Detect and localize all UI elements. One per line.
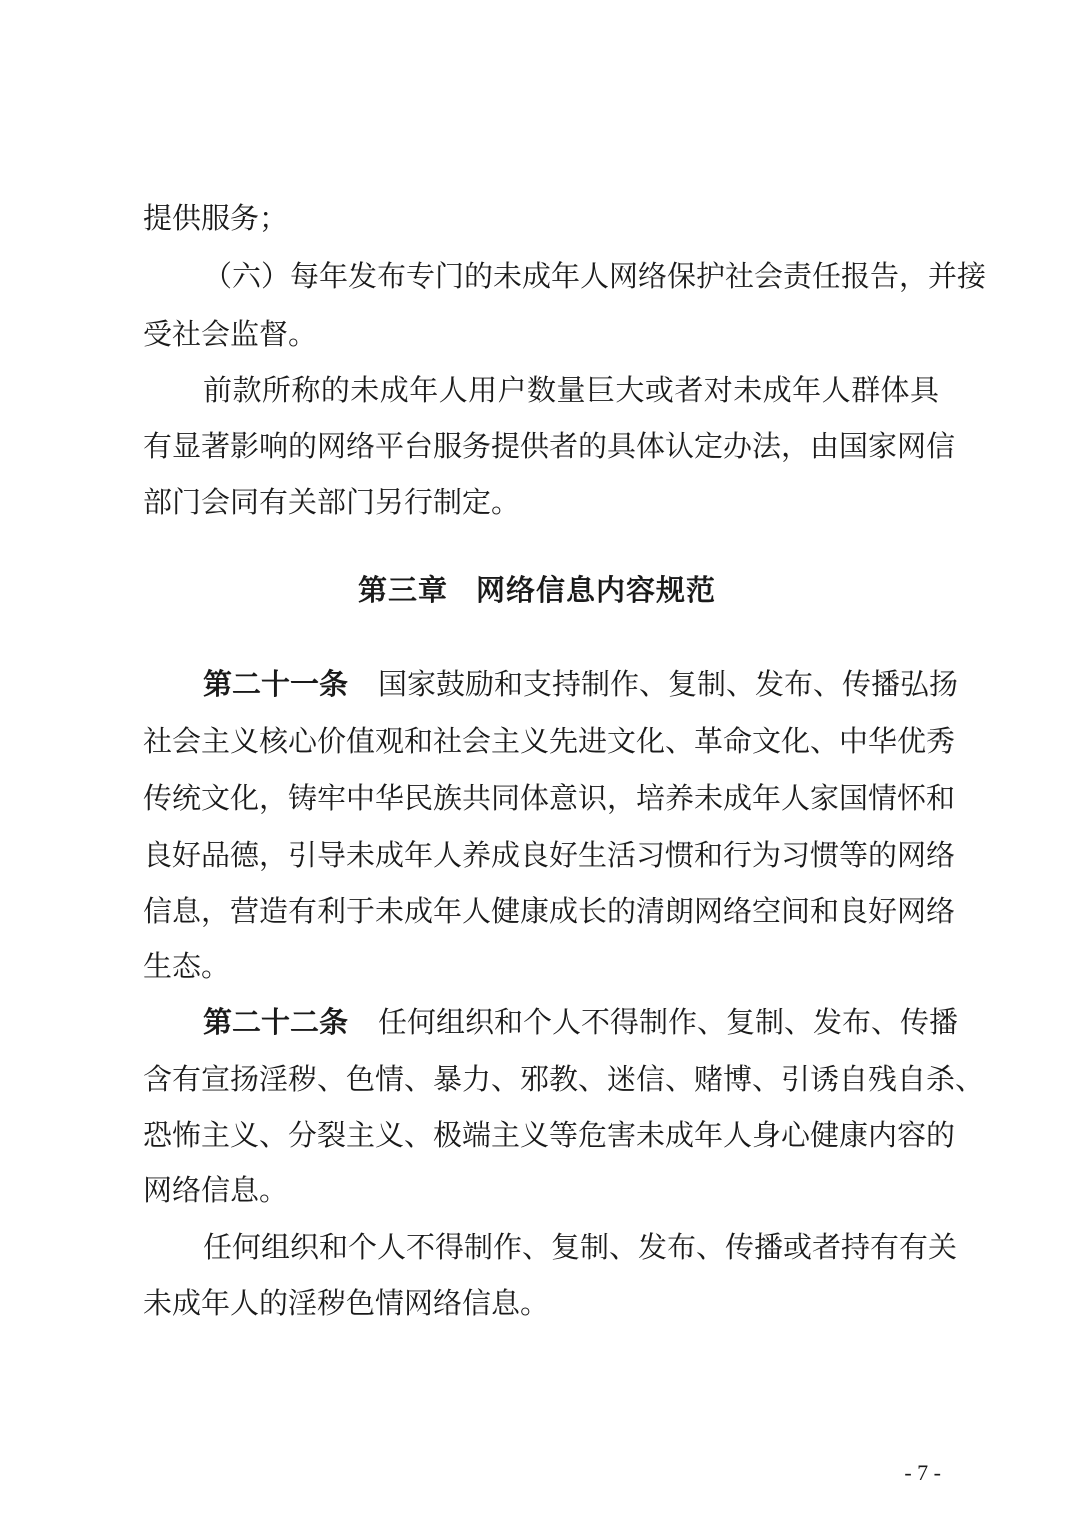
paragraph-line: 未成年人的淫秽色情网络信息。	[143, 1286, 550, 1320]
paragraph-line: 提供服务；	[143, 201, 289, 235]
article-first-line	[203, 666, 959, 702]
article-first-line	[203, 1004, 959, 1040]
paragraph-line: 含有宣扬淫秽、色情、暴力、邪教、迷信、赌博、引诱自残自杀、	[143, 1062, 985, 1096]
article-text: 任何组织和个人不得制作、复制、发布、传播	[378, 1005, 959, 1039]
page-number: - 7 -	[904, 1460, 941, 1485]
paragraph-line: 良好品德，引导未成年人养成良好生活习惯和行为习惯等的网络	[143, 838, 956, 872]
paragraph-line: 受社会监督。	[143, 317, 318, 351]
article-text: 国家鼓励和支持制作、复制、发布、传播弘扬	[378, 667, 959, 701]
article-title: 第二十二条	[203, 1005, 349, 1039]
paragraph-line: 恐怖主义、分裂主义、极端主义等危害未成年人身心健康内容的	[143, 1118, 956, 1152]
paragraph-line: 信息，营造有利于未成年人健康成长的清朗网络空间和良好网络	[143, 894, 956, 928]
chapter-number: 第三章	[357, 573, 448, 607]
paragraph-line: （六）每年发布专门的未成年人网络保护社会责任报告，并接	[203, 259, 987, 293]
article-title: 第二十一条	[203, 667, 349, 701]
paragraph-line: 传统文化，铸牢中华民族共同体意识，培养未成年人家国情怀和	[143, 781, 956, 815]
paragraph-line: 网络信息。	[143, 1173, 289, 1207]
paragraph-line: 前款所称的未成年人用户数量巨大或者对未成年人群体具	[203, 373, 939, 407]
paragraph-line: 生态。	[143, 949, 231, 983]
paragraph-line: 部门会同有关部门另行制定。	[143, 485, 521, 519]
paragraph-line: 任何组织和个人不得制作、复制、发布、传播或者持有有关	[203, 1230, 958, 1264]
paragraph-line: 有显著影响的网络平台服务提供者的具体认定办法，由国家网信	[143, 429, 956, 463]
paragraph-line: 社会主义核心价值观和社会主义先进文化、革命文化、中华优秀	[143, 724, 956, 758]
chapter-heading	[0, 572, 1074, 608]
chapter-title: 网络信息内容规范	[476, 573, 717, 607]
